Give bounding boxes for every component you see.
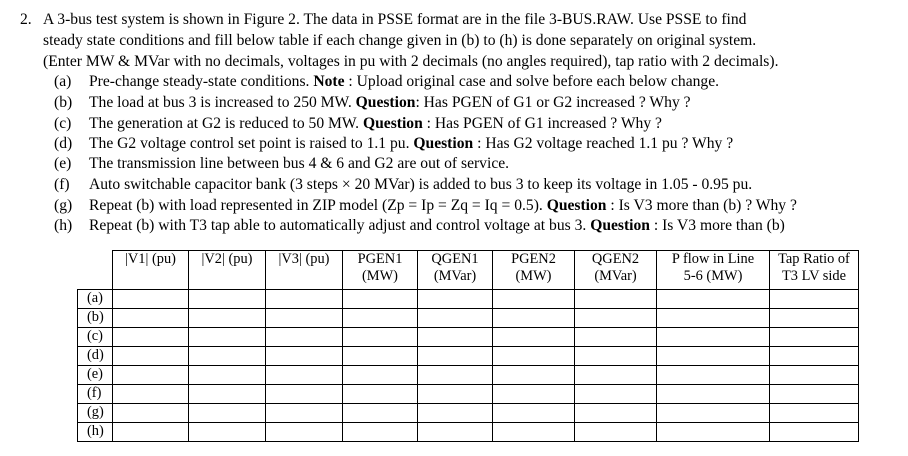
answer-cell[interactable] bbox=[770, 423, 859, 442]
table-row bbox=[78, 385, 859, 404]
item-text-rest: : Has G2 voltage reached 1.1 pu ? Why ? bbox=[473, 135, 734, 152]
answer-cell[interactable] bbox=[575, 328, 657, 347]
answer-cell[interactable] bbox=[770, 290, 859, 309]
answer-cell[interactable] bbox=[189, 366, 266, 385]
item-label: (d) bbox=[54, 135, 73, 152]
answer-cell[interactable] bbox=[575, 347, 657, 366]
answer-cell[interactable] bbox=[418, 309, 493, 328]
item-text-rest: : Has PGEN of G1 or G2 increased ? Why ? bbox=[415, 94, 691, 111]
answer-cell[interactable] bbox=[575, 423, 657, 442]
answer-cell[interactable] bbox=[266, 423, 343, 442]
item-text-main: The generation at G2 is reduced to 50 MW. bbox=[89, 115, 363, 132]
question-number: 2. bbox=[20, 11, 32, 28]
item-label: (h) bbox=[54, 217, 73, 234]
item-text-bold: Note bbox=[313, 73, 345, 90]
answer-cell[interactable] bbox=[418, 404, 493, 423]
table-row bbox=[78, 423, 859, 442]
answer-cell[interactable] bbox=[266, 309, 343, 328]
answer-cell[interactable] bbox=[770, 309, 859, 328]
item-text bbox=[89, 93, 691, 113]
intro-line: steady state conditions and fill below table if each change given in (b) to (h) is done separately on original system. bbox=[43, 32, 757, 49]
answer-cell[interactable] bbox=[189, 309, 266, 328]
answer-cell[interactable] bbox=[575, 404, 657, 423]
item-text-main: The G2 voltage control set point is raised to 1.1 pu. bbox=[89, 135, 414, 152]
answer-cell[interactable] bbox=[493, 366, 575, 385]
answer-cell[interactable] bbox=[266, 328, 343, 347]
item-text-bold: Question bbox=[413, 135, 474, 152]
item-text bbox=[89, 216, 785, 236]
row-label: (d) bbox=[78, 347, 113, 366]
table-row bbox=[78, 404, 859, 423]
row-label: (b) bbox=[78, 309, 113, 328]
answer-cell[interactable] bbox=[493, 423, 575, 442]
column-header bbox=[113, 251, 189, 290]
item-label: (a) bbox=[54, 73, 72, 90]
item-text-main: The load at bus 3 is increased to 250 MW. bbox=[89, 94, 356, 111]
answer-cell[interactable] bbox=[113, 328, 189, 347]
item-label: (g) bbox=[54, 197, 73, 214]
table-row bbox=[78, 347, 859, 366]
item-text bbox=[89, 114, 662, 134]
item-text-main: Repeat (b) with T3 tap able to automatically adjust and control voltage at bus 3. bbox=[89, 217, 591, 234]
answer-cell[interactable] bbox=[575, 309, 657, 328]
answer-cell[interactable] bbox=[493, 404, 575, 423]
answer-cell[interactable] bbox=[343, 290, 418, 309]
column-header bbox=[657, 251, 770, 290]
answer-cell[interactable] bbox=[189, 290, 266, 309]
answer-cell[interactable] bbox=[418, 290, 493, 309]
answer-cell[interactable] bbox=[770, 328, 859, 347]
item-label: (c) bbox=[54, 115, 72, 132]
answer-cell[interactable] bbox=[657, 309, 770, 328]
table-row bbox=[78, 328, 859, 347]
answer-cell[interactable] bbox=[343, 328, 418, 347]
column-header bbox=[770, 251, 859, 290]
answer-cell[interactable] bbox=[113, 423, 189, 442]
answer-cell[interactable] bbox=[418, 385, 493, 404]
item-text-bold: Question bbox=[546, 197, 607, 214]
answer-cell[interactable] bbox=[343, 309, 418, 328]
item-text-bold: Question bbox=[590, 217, 650, 234]
answer-cell[interactable] bbox=[418, 366, 493, 385]
item-label: (b) bbox=[54, 94, 73, 111]
answer-cell[interactable] bbox=[266, 404, 343, 423]
answer-cell[interactable] bbox=[266, 290, 343, 309]
item-text-bold: Question bbox=[355, 94, 416, 111]
answer-cell[interactable] bbox=[189, 347, 266, 366]
row-label: (c) bbox=[78, 328, 113, 347]
item-text bbox=[89, 175, 752, 195]
answer-cell[interactable] bbox=[770, 385, 859, 404]
column-header bbox=[493, 251, 575, 290]
answer-cell[interactable] bbox=[113, 347, 189, 366]
item-text-rest: : Is V3 more than (b) ? Why ? bbox=[606, 197, 797, 214]
answer-cell[interactable] bbox=[113, 290, 189, 309]
column-header-line1: PGEN2 bbox=[511, 251, 556, 267]
column-header-line1: |V2| (pu) bbox=[201, 251, 253, 267]
column-header-line1: PGEN1 bbox=[357, 251, 403, 267]
column-header-line2: T3 LV side bbox=[782, 268, 846, 284]
answer-cell[interactable] bbox=[189, 423, 266, 442]
answer-cell[interactable] bbox=[770, 347, 859, 366]
row-label: (g) bbox=[78, 404, 113, 423]
column-header bbox=[575, 251, 657, 290]
answer-cell[interactable] bbox=[770, 366, 859, 385]
row-label: (f) bbox=[78, 385, 113, 404]
answer-cell[interactable] bbox=[575, 385, 657, 404]
answer-cell[interactable] bbox=[189, 385, 266, 404]
answer-cell[interactable] bbox=[493, 309, 575, 328]
answer-cell[interactable] bbox=[493, 290, 575, 309]
intro-line: A 3-bus test system is shown in Figure 2. The data in PSSE format are in the file 3-BUS.RAW. Use PSSE to find bbox=[43, 11, 747, 28]
column-header-line2: (MVar) bbox=[594, 268, 637, 284]
answer-cell[interactable] bbox=[657, 404, 770, 423]
answer-cell[interactable] bbox=[575, 290, 657, 309]
column-header-line1: |V1| (pu) bbox=[125, 251, 176, 267]
column-header-line1: |V3| (pu) bbox=[278, 251, 330, 267]
row-label: (e) bbox=[78, 366, 113, 385]
item-text bbox=[89, 154, 509, 174]
answer-cell[interactable] bbox=[657, 347, 770, 366]
answer-cell[interactable] bbox=[657, 328, 770, 347]
item-text bbox=[89, 134, 733, 154]
answer-cell[interactable] bbox=[418, 347, 493, 366]
table-row bbox=[78, 309, 859, 328]
item-text bbox=[89, 72, 719, 92]
answer-cell[interactable] bbox=[343, 366, 418, 385]
answer-cell[interactable] bbox=[113, 309, 189, 328]
item-text-rest: : Has PGEN of G1 increased ? Why ? bbox=[422, 115, 662, 132]
answer-cell[interactable] bbox=[113, 366, 189, 385]
item-text-main: Repeat (b) with load represented in ZIP model (Zp = Ip = Zq = Iq = 0.5). bbox=[89, 197, 547, 214]
item-text-rest: : Is V3 more than (b) bbox=[649, 217, 785, 234]
answer-cell[interactable] bbox=[113, 385, 189, 404]
item-text bbox=[89, 196, 797, 216]
column-header bbox=[189, 251, 266, 290]
item-label: (f) bbox=[54, 176, 70, 193]
answer-cell[interactable] bbox=[575, 366, 657, 385]
table-row bbox=[78, 290, 859, 309]
answer-cell[interactable] bbox=[266, 385, 343, 404]
column-header-line1: P flow in Line bbox=[671, 251, 755, 267]
item-text-bold: Question bbox=[362, 115, 423, 132]
column-header-line2: (MW) bbox=[362, 268, 398, 284]
answer-cell[interactable] bbox=[657, 290, 770, 309]
results-table bbox=[77, 250, 859, 442]
column-header-line1: QGEN1 bbox=[431, 251, 479, 267]
answer-cell[interactable] bbox=[113, 404, 189, 423]
answer-cell[interactable] bbox=[418, 423, 493, 442]
answer-cell[interactable] bbox=[418, 328, 493, 347]
answer-cell[interactable] bbox=[266, 366, 343, 385]
answer-cell[interactable] bbox=[343, 347, 418, 366]
column-header-line2: (MW) bbox=[515, 268, 552, 284]
row-label: (a) bbox=[78, 290, 113, 309]
column-header-line2: 5-6 (MW) bbox=[683, 268, 743, 284]
item-label: (e) bbox=[54, 155, 72, 172]
answer-cell[interactable] bbox=[343, 404, 418, 423]
answer-cell[interactable] bbox=[343, 385, 418, 404]
answer-cell[interactable] bbox=[493, 328, 575, 347]
answer-cell[interactable] bbox=[657, 385, 770, 404]
intro-line: (Enter MW & MVar with no decimals, voltages in pu with 2 decimals (no angles required), tap ratio with 2 decimals). bbox=[43, 53, 779, 70]
answer-cell[interactable] bbox=[189, 404, 266, 423]
answer-cell[interactable] bbox=[493, 347, 575, 366]
column-header-line2: (MVar) bbox=[433, 268, 477, 284]
column-header-line1: Tap Ratio of bbox=[778, 251, 850, 267]
item-text-main: Pre-change steady-state conditions. bbox=[89, 73, 314, 90]
answer-cell[interactable] bbox=[657, 366, 770, 385]
table-row bbox=[78, 366, 859, 385]
table-corner bbox=[78, 251, 113, 290]
item-text-main: Auto switchable capacitor bank (3 steps × 20 MVar) is added to bus 3 to keep its voltage in 1.05 - 0.95 pu. bbox=[89, 176, 753, 193]
column-header-line1: QGEN2 bbox=[591, 251, 640, 267]
item-text-main: The transmission line between bus 4 & 6 and G2 are out of service. bbox=[89, 155, 510, 172]
row-label: (h) bbox=[78, 423, 113, 442]
answer-cell[interactable] bbox=[189, 328, 266, 347]
answer-cell[interactable] bbox=[657, 423, 770, 442]
answer-cell[interactable] bbox=[266, 347, 343, 366]
answer-cell[interactable] bbox=[493, 385, 575, 404]
column-header bbox=[418, 251, 493, 290]
answer-cell[interactable] bbox=[770, 404, 859, 423]
column-header bbox=[266, 251, 343, 290]
column-header bbox=[343, 251, 418, 290]
item-text-rest: : Upload original case and solve before each below change. bbox=[344, 73, 720, 90]
answer-cell[interactable] bbox=[343, 423, 418, 442]
